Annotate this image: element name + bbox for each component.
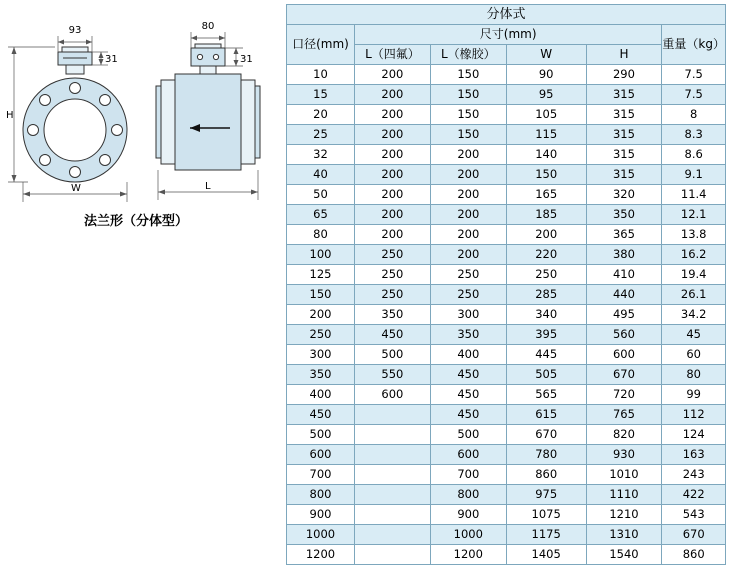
table-row bbox=[287, 305, 726, 325]
table-cell: 200 bbox=[354, 125, 430, 145]
table-cell: 8.3 bbox=[662, 125, 726, 145]
table-cell: 7.5 bbox=[662, 85, 726, 105]
table-cell: 600 bbox=[586, 345, 662, 365]
table-cell: 13.8 bbox=[662, 225, 726, 245]
table-cell: 15 bbox=[287, 85, 355, 105]
dim-label-left-height: 31 bbox=[105, 54, 118, 65]
table-row bbox=[287, 85, 726, 105]
table-cell: 315 bbox=[586, 125, 662, 145]
table-row bbox=[287, 505, 726, 525]
table-cell: 350 bbox=[287, 365, 355, 385]
table-cell: 250 bbox=[506, 265, 586, 285]
table-cell: 1175 bbox=[506, 525, 586, 545]
table-cell: 700 bbox=[287, 465, 355, 485]
table-cell: 700 bbox=[430, 465, 506, 485]
table-cell: 200 bbox=[354, 225, 430, 245]
table-row bbox=[287, 105, 726, 125]
header-dn: 口径(mm) bbox=[287, 25, 355, 65]
table-cell: 765 bbox=[586, 405, 662, 425]
table-cell: 860 bbox=[662, 545, 726, 565]
table-cell: 150 bbox=[506, 165, 586, 185]
table-cell: 65 bbox=[287, 205, 355, 225]
table-cell: 250 bbox=[354, 245, 430, 265]
table-cell: 200 bbox=[354, 145, 430, 165]
table-cell: 200 bbox=[354, 105, 430, 125]
table-row bbox=[287, 145, 726, 165]
table-cell: 1200 bbox=[430, 545, 506, 565]
table-cell: 720 bbox=[586, 385, 662, 405]
table-cell: 975 bbox=[506, 485, 586, 505]
table-cell: 250 bbox=[354, 285, 430, 305]
table-cell: 395 bbox=[506, 325, 586, 345]
table-cell: 105 bbox=[506, 105, 586, 125]
table-cell: 115 bbox=[506, 125, 586, 145]
table-cell: 1000 bbox=[287, 525, 355, 545]
table-cell: 12.1 bbox=[662, 205, 726, 225]
table-cell: 90 bbox=[506, 65, 586, 85]
table-header-row-1 bbox=[287, 25, 726, 45]
table-cell: 450 bbox=[354, 325, 430, 345]
dim-label-right-width: 80 bbox=[201, 21, 215, 32]
table-cell: 1210 bbox=[586, 505, 662, 525]
table-cell: 1310 bbox=[586, 525, 662, 545]
table-cell: 20 bbox=[287, 105, 355, 125]
table-cell: 1075 bbox=[506, 505, 586, 525]
table-cell: 200 bbox=[430, 245, 506, 265]
spec-table bbox=[286, 4, 726, 565]
header-size-group: 尺寸(mm) bbox=[354, 25, 661, 45]
table-row bbox=[287, 445, 726, 465]
technical-drawing bbox=[0, 0, 286, 554]
table-row bbox=[287, 285, 726, 305]
table-row bbox=[287, 225, 726, 245]
table-cell: 500 bbox=[430, 425, 506, 445]
table-row bbox=[287, 465, 726, 485]
table-cell: 315 bbox=[586, 105, 662, 125]
table-cell: 670 bbox=[586, 365, 662, 385]
table-cell: 11.4 bbox=[662, 185, 726, 205]
header-h: H bbox=[586, 45, 662, 65]
table-cell: 285 bbox=[506, 285, 586, 305]
table-cell: 565 bbox=[506, 385, 586, 405]
table-cell: 10 bbox=[287, 65, 355, 85]
table-cell: 800 bbox=[287, 485, 355, 505]
table-cell: 410 bbox=[586, 265, 662, 285]
table-cell: 250 bbox=[430, 285, 506, 305]
table-row bbox=[287, 385, 726, 405]
header-l-ptfe: L（四氟） bbox=[354, 45, 430, 65]
table-head bbox=[287, 5, 726, 65]
table-cell: 140 bbox=[506, 145, 586, 165]
table-cell: 1110 bbox=[586, 485, 662, 505]
table-cell: 34.2 bbox=[662, 305, 726, 325]
table-cell: 16.2 bbox=[662, 245, 726, 265]
drawing-caption: 法兰形（分体型） bbox=[83, 214, 188, 229]
table-cell: 930 bbox=[586, 445, 662, 465]
spec-table-wrapper bbox=[286, 4, 726, 565]
table-cell: 80 bbox=[662, 365, 726, 385]
table-row bbox=[287, 265, 726, 285]
table-cell bbox=[354, 405, 430, 425]
table-cell: 350 bbox=[586, 205, 662, 225]
table-cell: 450 bbox=[287, 405, 355, 425]
table-cell: 45 bbox=[662, 325, 726, 345]
table-cell: 200 bbox=[430, 165, 506, 185]
table-cell: 200 bbox=[430, 185, 506, 205]
table-cell: 60 bbox=[662, 345, 726, 365]
table-cell: 8.6 bbox=[662, 145, 726, 165]
table-cell: 150 bbox=[430, 105, 506, 125]
table-cell: 600 bbox=[354, 385, 430, 405]
flange-bore bbox=[44, 99, 106, 161]
table-cell: 26.1 bbox=[662, 285, 726, 305]
table-cell: 1010 bbox=[586, 465, 662, 485]
table-cell: 19.4 bbox=[662, 265, 726, 285]
table-cell: 560 bbox=[586, 325, 662, 345]
table-cell: 200 bbox=[506, 225, 586, 245]
table-row bbox=[287, 65, 726, 85]
table-cell: 200 bbox=[354, 205, 430, 225]
table-cell bbox=[354, 545, 430, 565]
dim-label-h: H bbox=[6, 110, 14, 121]
dim-label-w: W bbox=[71, 183, 81, 194]
table-row bbox=[287, 405, 726, 425]
table-cell: 200 bbox=[354, 65, 430, 85]
table-cell: 185 bbox=[506, 205, 586, 225]
table-cell: 200 bbox=[354, 165, 430, 185]
table-row bbox=[287, 525, 726, 545]
table-cell: 400 bbox=[430, 345, 506, 365]
table-cell: 350 bbox=[430, 325, 506, 345]
table-cell: 350 bbox=[354, 305, 430, 325]
header-weight: 重量（kg） bbox=[662, 25, 726, 65]
table-cell bbox=[354, 525, 430, 545]
table-row bbox=[287, 185, 726, 205]
table-cell bbox=[354, 425, 430, 445]
table-cell: 150 bbox=[430, 125, 506, 145]
table-cell: 200 bbox=[354, 85, 430, 105]
table-cell: 340 bbox=[506, 305, 586, 325]
table-cell: 450 bbox=[430, 365, 506, 385]
table-cell: 300 bbox=[287, 345, 355, 365]
dim-label-l: L bbox=[205, 181, 211, 192]
table-cell: 820 bbox=[586, 425, 662, 445]
table-cell: 50 bbox=[287, 185, 355, 205]
table-cell: 315 bbox=[586, 85, 662, 105]
table-cell: 1000 bbox=[430, 525, 506, 545]
table-cell: 860 bbox=[506, 465, 586, 485]
table-cell: 200 bbox=[430, 205, 506, 225]
table-cell: 7.5 bbox=[662, 65, 726, 85]
table-cell: 505 bbox=[506, 365, 586, 385]
table-row bbox=[287, 165, 726, 185]
table-cell: 670 bbox=[506, 425, 586, 445]
table-row bbox=[287, 365, 726, 385]
table-cell: 95 bbox=[506, 85, 586, 105]
dim-label-right-height: 31 bbox=[240, 54, 253, 65]
table-cell: 8 bbox=[662, 105, 726, 125]
table-cell bbox=[354, 445, 430, 465]
drawing-svg bbox=[0, 0, 286, 240]
table-cell: 780 bbox=[506, 445, 586, 465]
table-cell bbox=[354, 505, 430, 525]
table-cell: 250 bbox=[430, 265, 506, 285]
table-row bbox=[287, 125, 726, 145]
table-cell: 1540 bbox=[586, 545, 662, 565]
table-cell: 365 bbox=[586, 225, 662, 245]
table-cell: 900 bbox=[430, 505, 506, 525]
table-cell: 80 bbox=[287, 225, 355, 245]
table-cell: 9.1 bbox=[662, 165, 726, 185]
table-cell: 300 bbox=[430, 305, 506, 325]
table-cell: 150 bbox=[430, 85, 506, 105]
table-cell: 250 bbox=[287, 325, 355, 345]
table-cell: 495 bbox=[586, 305, 662, 325]
table-cell: 1200 bbox=[287, 545, 355, 565]
table-cell: 150 bbox=[430, 65, 506, 85]
table-cell: 550 bbox=[354, 365, 430, 385]
table-cell: 615 bbox=[506, 405, 586, 425]
table-body bbox=[287, 65, 726, 565]
dim-label-left-width: 93 bbox=[68, 25, 82, 36]
table-cell: 99 bbox=[662, 385, 726, 405]
table-cell: 900 bbox=[287, 505, 355, 525]
table-cell: 450 bbox=[430, 385, 506, 405]
table-row bbox=[287, 345, 726, 365]
table-cell: 112 bbox=[662, 405, 726, 425]
table-cell: 422 bbox=[662, 485, 726, 505]
transmitter-housing-side bbox=[191, 48, 225, 66]
table-cell: 250 bbox=[354, 265, 430, 285]
table-cell: 445 bbox=[506, 345, 586, 365]
table-cell: 100 bbox=[287, 245, 355, 265]
table-cell: 1405 bbox=[506, 545, 586, 565]
table-cell: 380 bbox=[586, 245, 662, 265]
table-cell: 25 bbox=[287, 125, 355, 145]
table-row bbox=[287, 545, 726, 565]
table-cell: 220 bbox=[506, 245, 586, 265]
header-w: W bbox=[506, 45, 586, 65]
table-cell: 315 bbox=[586, 145, 662, 165]
table-cell bbox=[354, 465, 430, 485]
table-row bbox=[287, 425, 726, 445]
table-cell: 125 bbox=[287, 265, 355, 285]
table-row bbox=[287, 325, 726, 345]
table-cell: 163 bbox=[662, 445, 726, 465]
table-cell: 200 bbox=[354, 185, 430, 205]
table-cell: 150 bbox=[287, 285, 355, 305]
table-cell: 200 bbox=[430, 145, 506, 165]
table-cell: 450 bbox=[430, 405, 506, 425]
meter-body-side bbox=[175, 74, 241, 170]
table-cell: 500 bbox=[354, 345, 430, 365]
table-cell: 32 bbox=[287, 145, 355, 165]
table-cell: 40 bbox=[287, 165, 355, 185]
table-cell: 600 bbox=[430, 445, 506, 465]
table-cell: 670 bbox=[662, 525, 726, 545]
table-cell: 200 bbox=[287, 305, 355, 325]
table-title: 分体式 bbox=[287, 5, 726, 25]
table-row bbox=[287, 485, 726, 505]
table-cell: 800 bbox=[430, 485, 506, 505]
table-title-row bbox=[287, 5, 726, 25]
table-cell: 290 bbox=[586, 65, 662, 85]
table-cell: 165 bbox=[506, 185, 586, 205]
table-cell: 320 bbox=[586, 185, 662, 205]
table-row bbox=[287, 245, 726, 265]
header-l-rubber: L（橡胶） bbox=[430, 45, 506, 65]
table-cell: 500 bbox=[287, 425, 355, 445]
table-row bbox=[287, 205, 726, 225]
table-cell: 543 bbox=[662, 505, 726, 525]
table-cell: 400 bbox=[287, 385, 355, 405]
table-cell: 600 bbox=[287, 445, 355, 465]
table-cell: 243 bbox=[662, 465, 726, 485]
table-cell: 124 bbox=[662, 425, 726, 445]
table-cell: 200 bbox=[430, 225, 506, 245]
table-cell: 315 bbox=[586, 165, 662, 185]
table-cell bbox=[354, 485, 430, 505]
table-cell: 440 bbox=[586, 285, 662, 305]
